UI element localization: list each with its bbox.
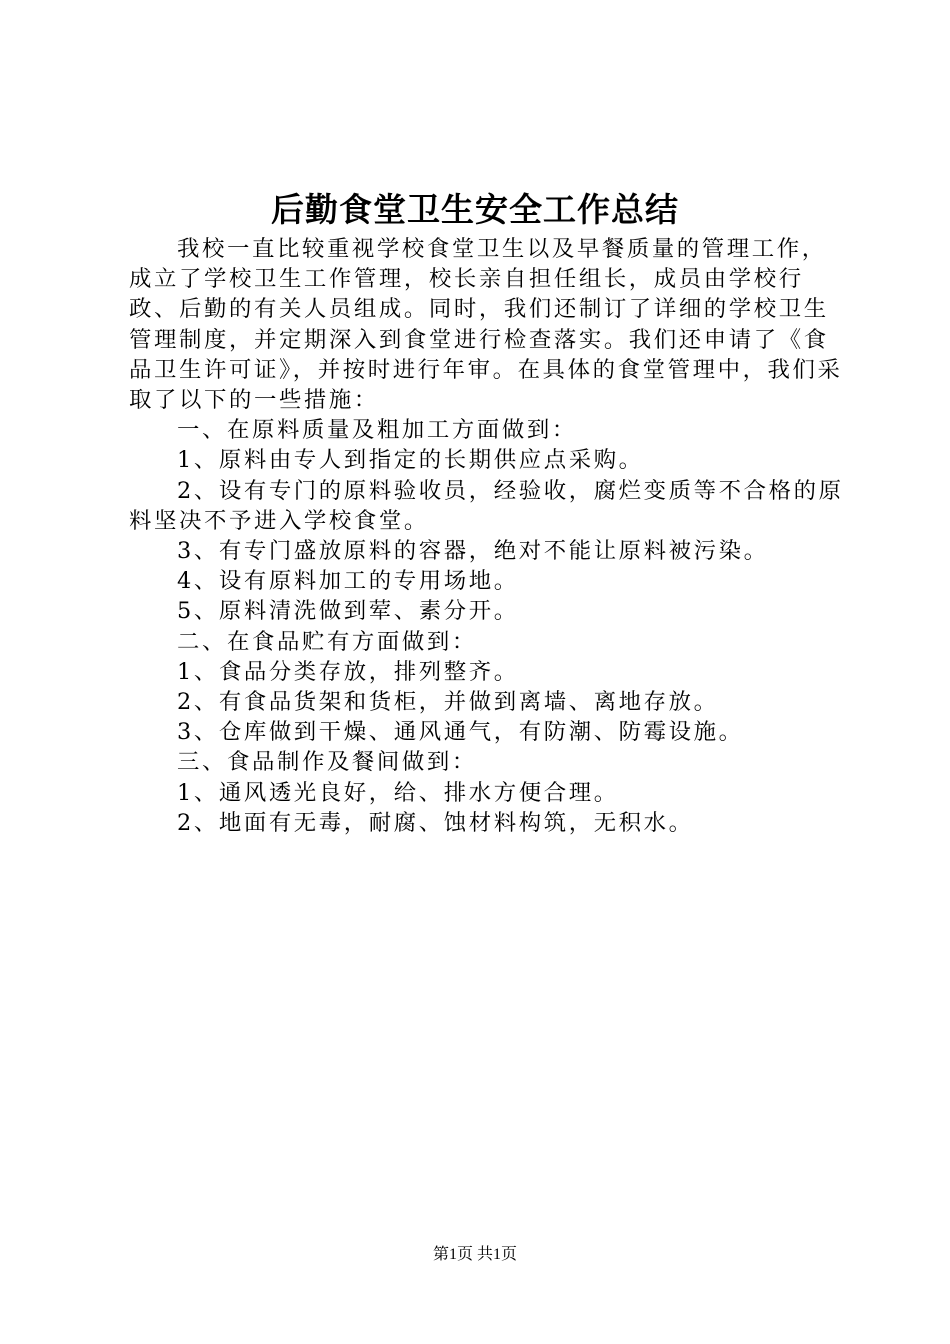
document-title: 后勤食堂卫生安全工作总结 — [271, 190, 679, 229]
paragraph-section-1-heading: 一、在原料质量及粗加工方面做到： — [177, 417, 577, 444]
page-footer: 第1页 共1页 — [432, 1246, 517, 1263]
paragraph-section-2-heading: 二、在食品贮有方面做到： — [177, 628, 477, 655]
paragraph-item: 1、原料由专人到指定的长期供应点采购。 — [177, 447, 644, 474]
paragraph-item: 2、设有专门的原料验收员，经验收，腐烂变质等不合格的原料坚决不予进入学校食堂。 — [129, 477, 844, 534]
paragraph-item: 2、有食品货架和货柜，并做到离墙、离地存放。 — [177, 689, 719, 716]
paragraph-intro: 我校一直比较重视学校食堂卫生以及早餐质量的管理工作，成立了学校卫生工作管理，校长亲自担任组长，成员由学校行政、后勤的有关人员组成。同时，我们还制订了详细的学校卫生管理制度，并定期深入到食堂进行检查落实。我们还申请了《食品卫生许可证》，并按时进行年审。在具体的食堂管理中，我们采取了以下的一些措施： — [129, 236, 843, 414]
paragraph-item: 3、有专门盛放原料的容器，绝对不能让原料被污染。 — [177, 538, 769, 565]
paragraph-item: 4、设有原料加工的专用场地。 — [177, 568, 519, 595]
paragraph-item: 1、食品分类存放，排列整齐。 — [177, 658, 519, 685]
document-body — [129, 234, 844, 838]
paragraph-item: 3、仓库做到干燥、通风通气，有防潮、防霉设施。 — [177, 719, 744, 746]
paragraph-item: 2、地面有无毒，耐腐、蚀材料构筑，无积水。 — [177, 809, 694, 836]
paragraph-item: 5、原料清洗做到荤、素分开。 — [177, 598, 519, 625]
paragraph-section-3-heading: 三、食品制作及餐间做到： — [177, 749, 477, 776]
paragraph-item: 1、通风透光良好，给、排水方便合理。 — [177, 779, 619, 806]
